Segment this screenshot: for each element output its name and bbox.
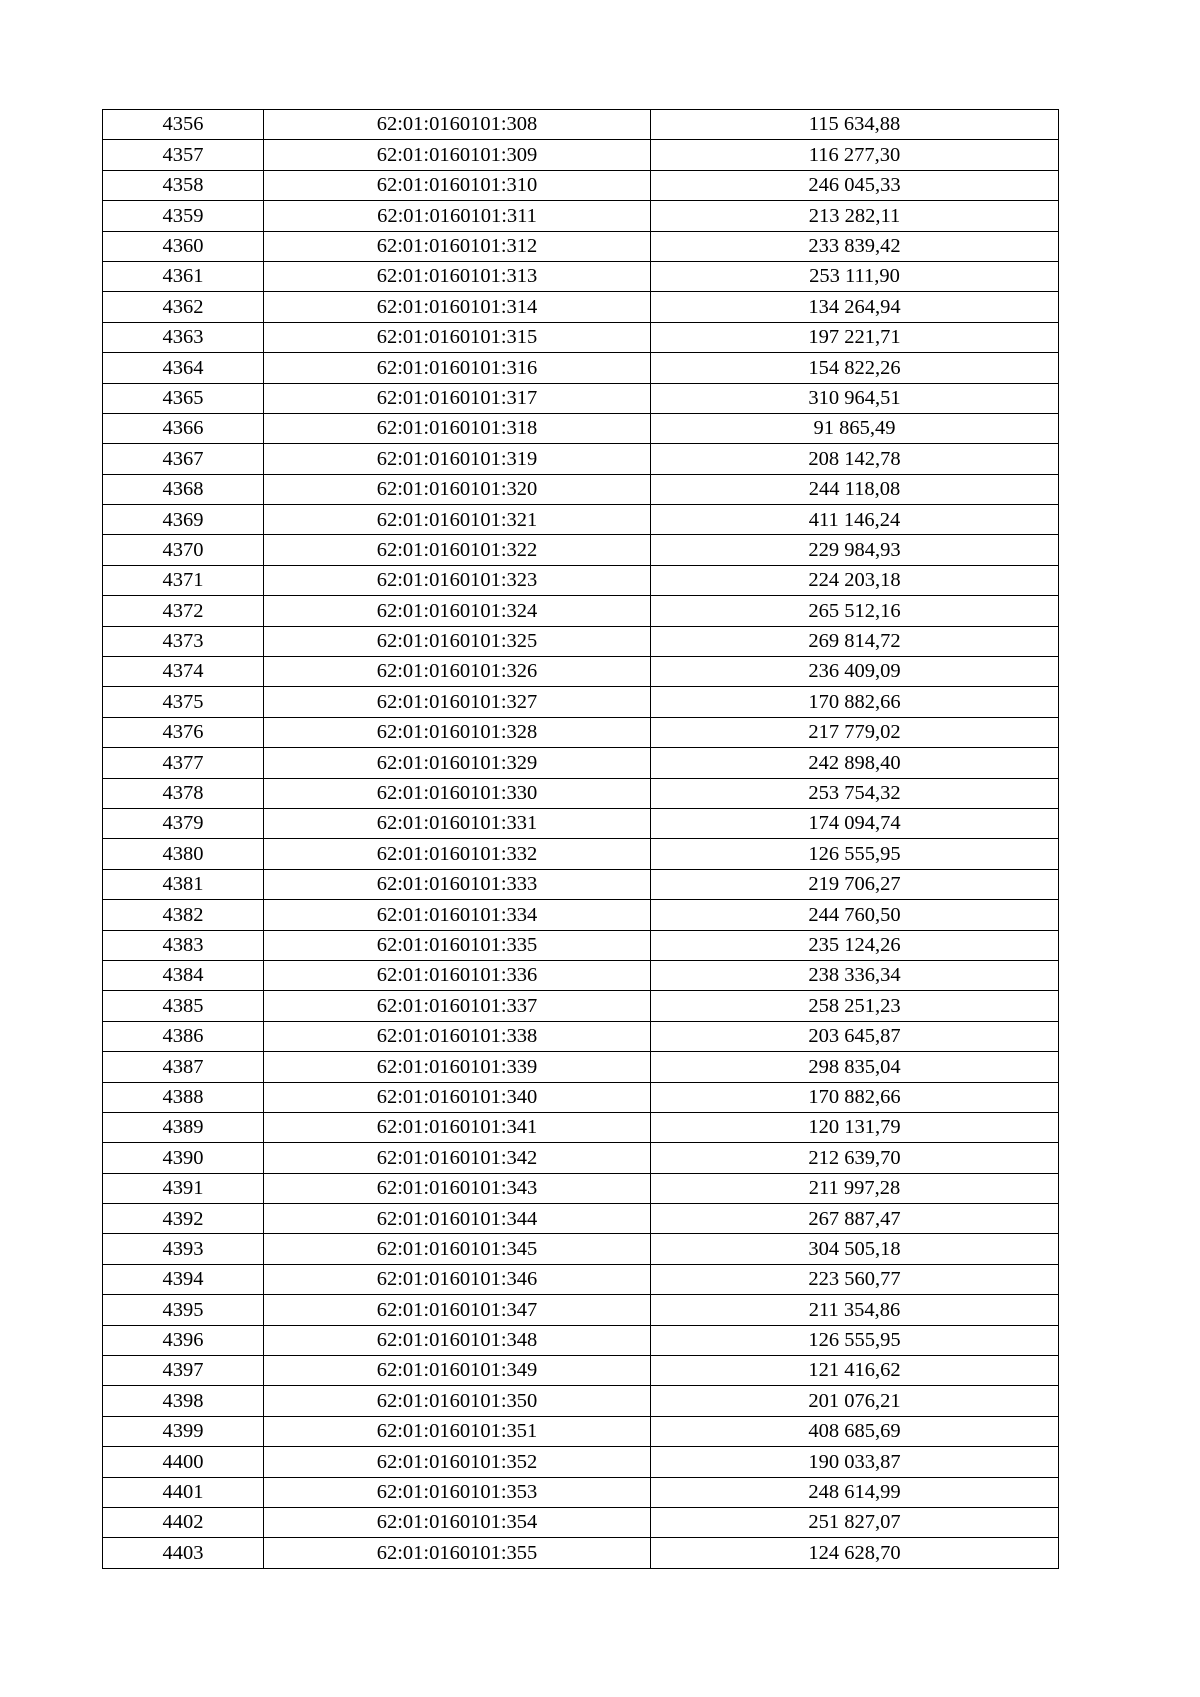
cadastral-number-cell: 62:01:0160101:336 — [264, 960, 651, 990]
row-number-cell: 4360 — [103, 231, 264, 261]
value-cell: 269 814,72 — [651, 626, 1059, 656]
row-number-cell: 4363 — [103, 322, 264, 352]
row-number-cell: 4384 — [103, 960, 264, 990]
value-cell: 244 118,08 — [651, 474, 1059, 504]
cadastral-number-cell: 62:01:0160101:338 — [264, 1021, 651, 1051]
table-row — [103, 991, 1059, 1021]
row-number-cell: 4385 — [103, 991, 264, 1021]
value-cell: 126 555,95 — [651, 1325, 1059, 1355]
cadastral-number-cell: 62:01:0160101:341 — [264, 1112, 651, 1142]
value-cell: 236 409,09 — [651, 657, 1059, 687]
value-cell: 304 505,18 — [651, 1234, 1059, 1264]
table-row — [103, 1082, 1059, 1112]
cadastral-number-cell: 62:01:0160101:347 — [264, 1295, 651, 1325]
value-cell: 219 706,27 — [651, 869, 1059, 899]
row-number-cell: 4372 — [103, 596, 264, 626]
cadastral-number-cell: 62:01:0160101:354 — [264, 1507, 651, 1537]
value-cell: 211 997,28 — [651, 1173, 1059, 1203]
cadastral-number-cell: 62:01:0160101:330 — [264, 778, 651, 808]
cadastral-number-cell: 62:01:0160101:337 — [264, 991, 651, 1021]
row-number-cell: 4371 — [103, 565, 264, 595]
table-row — [103, 231, 1059, 261]
cadastral-number-cell: 62:01:0160101:326 — [264, 657, 651, 687]
table-row — [103, 1325, 1059, 1355]
table-row — [103, 353, 1059, 383]
cadastral-number-cell: 62:01:0160101:325 — [264, 626, 651, 656]
cadastral-number-cell: 62:01:0160101:346 — [264, 1264, 651, 1294]
cadastral-number-cell: 62:01:0160101:333 — [264, 869, 651, 899]
cadastral-number-cell: 62:01:0160101:348 — [264, 1325, 651, 1355]
cadastral-number-cell: 62:01:0160101:309 — [264, 140, 651, 170]
cadastral-number-cell: 62:01:0160101:355 — [264, 1538, 651, 1568]
value-cell: 120 131,79 — [651, 1112, 1059, 1142]
value-cell: 265 512,16 — [651, 596, 1059, 626]
table-row — [103, 687, 1059, 717]
row-number-cell: 4394 — [103, 1264, 264, 1294]
table-row — [103, 322, 1059, 352]
value-cell: 170 882,66 — [651, 687, 1059, 717]
row-number-cell: 4398 — [103, 1386, 264, 1416]
table-row — [103, 1112, 1059, 1142]
cadastral-number-cell: 62:01:0160101:328 — [264, 717, 651, 747]
value-cell: 411 146,24 — [651, 505, 1059, 535]
row-number-cell: 4373 — [103, 626, 264, 656]
cadastral-number-cell: 62:01:0160101:353 — [264, 1477, 651, 1507]
value-cell: 233 839,42 — [651, 231, 1059, 261]
cadastral-number-cell: 62:01:0160101:314 — [264, 292, 651, 322]
row-number-cell: 4390 — [103, 1143, 264, 1173]
table-row — [103, 110, 1059, 140]
value-cell: 170 882,66 — [651, 1082, 1059, 1112]
row-number-cell: 4377 — [103, 748, 264, 778]
table-row — [103, 140, 1059, 170]
value-cell: 211 354,86 — [651, 1295, 1059, 1325]
row-number-cell: 4383 — [103, 930, 264, 960]
value-cell: 154 822,26 — [651, 353, 1059, 383]
row-number-cell: 4378 — [103, 778, 264, 808]
value-cell: 126 555,95 — [651, 839, 1059, 869]
row-number-cell: 4402 — [103, 1507, 264, 1537]
table-row — [103, 1356, 1059, 1386]
value-cell: 121 416,62 — [651, 1356, 1059, 1386]
value-cell: 116 277,30 — [651, 140, 1059, 170]
table-row — [103, 201, 1059, 231]
cadastral-number-cell: 62:01:0160101:350 — [264, 1386, 651, 1416]
row-number-cell: 4359 — [103, 201, 264, 231]
row-number-cell: 4365 — [103, 383, 264, 413]
row-number-cell: 4392 — [103, 1204, 264, 1234]
cadastral-number-cell: 62:01:0160101:324 — [264, 596, 651, 626]
cadastral-number-cell: 62:01:0160101:340 — [264, 1082, 651, 1112]
table-row — [103, 1477, 1059, 1507]
row-number-cell: 4386 — [103, 1021, 264, 1051]
table-row — [103, 748, 1059, 778]
cadastral-number-cell: 62:01:0160101:339 — [264, 1052, 651, 1082]
table-row — [103, 1204, 1059, 1234]
table-row — [103, 1447, 1059, 1477]
table-row — [103, 657, 1059, 687]
row-number-cell: 4397 — [103, 1356, 264, 1386]
table-row — [103, 474, 1059, 504]
row-number-cell: 4376 — [103, 717, 264, 747]
row-number-cell: 4356 — [103, 110, 264, 140]
cadastral-number-cell: 62:01:0160101:327 — [264, 687, 651, 717]
table-row — [103, 413, 1059, 443]
row-number-cell: 4400 — [103, 1447, 264, 1477]
table-row — [103, 930, 1059, 960]
value-cell: 310 964,51 — [651, 383, 1059, 413]
row-number-cell: 4388 — [103, 1082, 264, 1112]
value-cell: 267 887,47 — [651, 1204, 1059, 1234]
cadastral-number-cell: 62:01:0160101:308 — [264, 110, 651, 140]
table-row — [103, 1234, 1059, 1264]
value-cell: 197 221,71 — [651, 322, 1059, 352]
value-cell: 253 754,32 — [651, 778, 1059, 808]
cadastral-number-cell: 62:01:0160101:329 — [264, 748, 651, 778]
value-cell: 235 124,26 — [651, 930, 1059, 960]
cadastral-number-cell: 62:01:0160101:352 — [264, 1447, 651, 1477]
table-body — [103, 110, 1059, 1569]
cadastral-number-cell: 62:01:0160101:321 — [264, 505, 651, 535]
table-row — [103, 261, 1059, 291]
table-row — [103, 1264, 1059, 1294]
cadastral-number-cell: 62:01:0160101:334 — [264, 900, 651, 930]
row-number-cell: 4381 — [103, 869, 264, 899]
row-number-cell: 4389 — [103, 1112, 264, 1142]
row-number-cell: 4370 — [103, 535, 264, 565]
cadastral-number-cell: 62:01:0160101:320 — [264, 474, 651, 504]
row-number-cell: 4393 — [103, 1234, 264, 1264]
row-number-cell: 4375 — [103, 687, 264, 717]
value-cell: 213 282,11 — [651, 201, 1059, 231]
row-number-cell: 4403 — [103, 1538, 264, 1568]
value-cell: 238 336,34 — [651, 960, 1059, 990]
cadastral-number-cell: 62:01:0160101:311 — [264, 201, 651, 231]
table-row — [103, 900, 1059, 930]
table-row — [103, 626, 1059, 656]
table-row — [103, 596, 1059, 626]
value-cell: 229 984,93 — [651, 535, 1059, 565]
cadastral-number-cell: 62:01:0160101:318 — [264, 413, 651, 443]
table-row — [103, 778, 1059, 808]
table-row — [103, 505, 1059, 535]
value-cell: 258 251,23 — [651, 991, 1059, 1021]
cadastral-number-cell: 62:01:0160101:316 — [264, 353, 651, 383]
table-row — [103, 1173, 1059, 1203]
cadastral-number-cell: 62:01:0160101:342 — [264, 1143, 651, 1173]
value-cell: 246 045,33 — [651, 170, 1059, 200]
value-cell: 217 779,02 — [651, 717, 1059, 747]
row-number-cell: 4369 — [103, 505, 264, 535]
cadastral-number-cell: 62:01:0160101:310 — [264, 170, 651, 200]
table-row — [103, 1538, 1059, 1568]
value-cell: 201 076,21 — [651, 1386, 1059, 1416]
value-cell: 115 634,88 — [651, 110, 1059, 140]
cadastral-number-cell: 62:01:0160101:319 — [264, 444, 651, 474]
row-number-cell: 4366 — [103, 413, 264, 443]
cadastral-number-cell: 62:01:0160101:344 — [264, 1204, 651, 1234]
row-number-cell: 4357 — [103, 140, 264, 170]
table-row — [103, 383, 1059, 413]
row-number-cell: 4382 — [103, 900, 264, 930]
row-number-cell: 4391 — [103, 1173, 264, 1203]
value-cell: 212 639,70 — [651, 1143, 1059, 1173]
row-number-cell: 4380 — [103, 839, 264, 869]
row-number-cell: 4358 — [103, 170, 264, 200]
row-number-cell: 4399 — [103, 1416, 264, 1446]
row-number-cell: 4367 — [103, 444, 264, 474]
value-cell: 298 835,04 — [651, 1052, 1059, 1082]
table-row — [103, 869, 1059, 899]
cadastral-number-cell: 62:01:0160101:345 — [264, 1234, 651, 1264]
cadastral-number-cell: 62:01:0160101:315 — [264, 322, 651, 352]
row-number-cell: 4368 — [103, 474, 264, 504]
cadastral-number-cell: 62:01:0160101:349 — [264, 1356, 651, 1386]
value-cell: 223 560,77 — [651, 1264, 1059, 1294]
cadastral-number-cell: 62:01:0160101:322 — [264, 535, 651, 565]
value-cell: 224 203,18 — [651, 565, 1059, 595]
value-cell: 244 760,50 — [651, 900, 1059, 930]
table-row — [103, 535, 1059, 565]
cadastral-number-cell: 62:01:0160101:312 — [264, 231, 651, 261]
table-row — [103, 1386, 1059, 1416]
table-row — [103, 170, 1059, 200]
table-row — [103, 1052, 1059, 1082]
row-number-cell: 4374 — [103, 657, 264, 687]
value-cell: 251 827,07 — [651, 1507, 1059, 1537]
table-row — [103, 808, 1059, 838]
row-number-cell: 4361 — [103, 261, 264, 291]
data-table — [102, 109, 1059, 1569]
cadastral-number-cell: 62:01:0160101:323 — [264, 565, 651, 595]
cadastral-number-cell: 62:01:0160101:343 — [264, 1173, 651, 1203]
row-number-cell: 4401 — [103, 1477, 264, 1507]
table-row — [103, 292, 1059, 322]
table-row — [103, 1021, 1059, 1051]
row-number-cell: 4364 — [103, 353, 264, 383]
row-number-cell: 4387 — [103, 1052, 264, 1082]
row-number-cell: 4396 — [103, 1325, 264, 1355]
value-cell: 174 094,74 — [651, 808, 1059, 838]
table-row — [103, 444, 1059, 474]
table-row — [103, 565, 1059, 595]
value-cell: 253 111,90 — [651, 261, 1059, 291]
cadastral-number-cell: 62:01:0160101:351 — [264, 1416, 651, 1446]
value-cell: 134 264,94 — [651, 292, 1059, 322]
value-cell: 124 628,70 — [651, 1538, 1059, 1568]
table-row — [103, 1143, 1059, 1173]
cadastral-number-cell: 62:01:0160101:332 — [264, 839, 651, 869]
table-row — [103, 1295, 1059, 1325]
value-cell: 242 898,40 — [651, 748, 1059, 778]
row-number-cell: 4379 — [103, 808, 264, 838]
row-number-cell: 4395 — [103, 1295, 264, 1325]
table-row — [103, 717, 1059, 747]
value-cell: 208 142,78 — [651, 444, 1059, 474]
value-cell: 248 614,99 — [651, 1477, 1059, 1507]
value-cell: 190 033,87 — [651, 1447, 1059, 1477]
value-cell: 91 865,49 — [651, 413, 1059, 443]
table-row — [103, 1507, 1059, 1537]
table-row — [103, 960, 1059, 990]
cadastral-number-cell: 62:01:0160101:313 — [264, 261, 651, 291]
value-cell: 408 685,69 — [651, 1416, 1059, 1446]
cadastral-number-cell: 62:01:0160101:317 — [264, 383, 651, 413]
table-row — [103, 839, 1059, 869]
row-number-cell: 4362 — [103, 292, 264, 322]
value-cell: 203 645,87 — [651, 1021, 1059, 1051]
cadastral-number-cell: 62:01:0160101:335 — [264, 930, 651, 960]
table-row — [103, 1416, 1059, 1446]
cadastral-number-cell: 62:01:0160101:331 — [264, 808, 651, 838]
